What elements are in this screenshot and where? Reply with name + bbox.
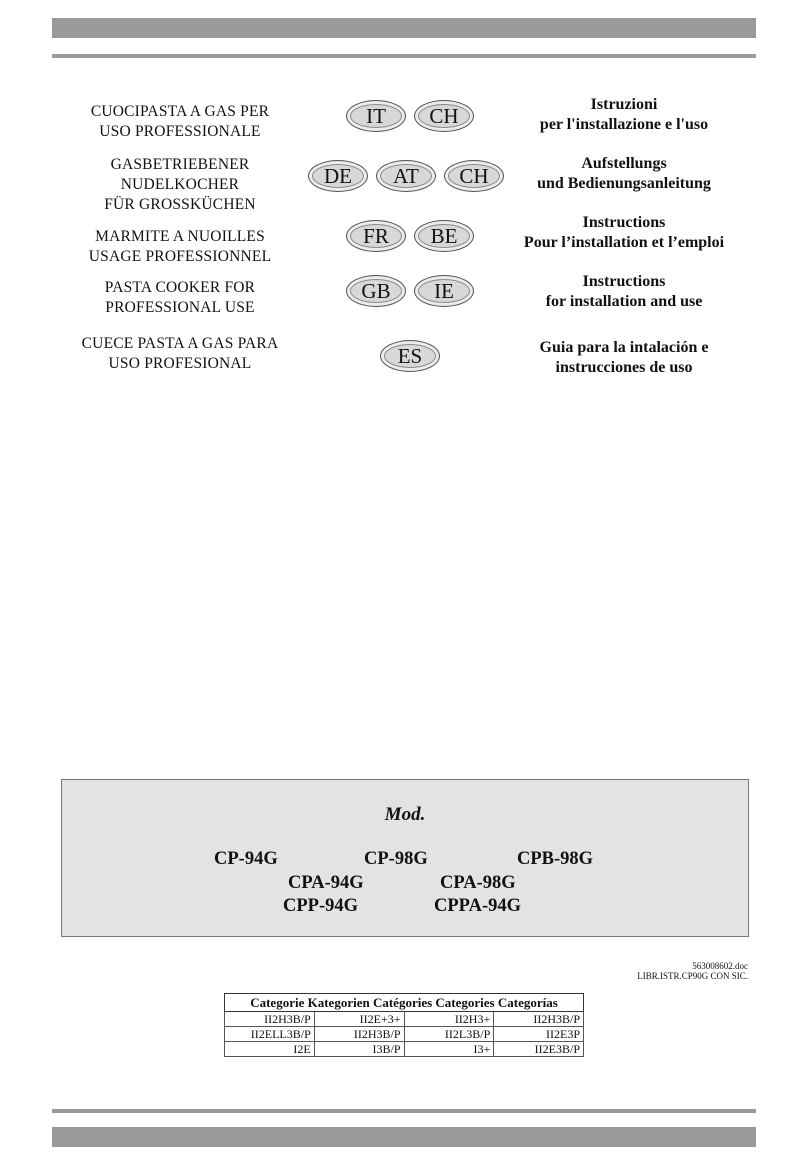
table-cell: II2H3B/P — [314, 1027, 404, 1042]
instructions-title-de: Aufstellungs und Bedienungsanleitung — [537, 155, 711, 192]
product-name-de: GASBETRIEBENER NUDELKOCHER FÜR GROSSKÜCHEN — [104, 156, 256, 213]
model-name: CP-98G — [364, 849, 428, 869]
product-name-fr: MARMITE A NUOILLES USAGE PROFESSIONNEL — [88, 228, 272, 265]
table-row — [225, 1042, 584, 1057]
country-badge-es: ES — [380, 340, 440, 372]
table-cell: I3+ — [404, 1042, 494, 1057]
country-codes-de — [308, 160, 504, 192]
product-name-es: CUECE PASTA A GAS PARA USO PROFESIONAL — [81, 335, 279, 372]
instructions-title-gb: Instructions for installation and use — [545, 273, 703, 310]
model-name: CPPA-94G — [434, 896, 521, 916]
doc-filename: 563008602.doc — [692, 961, 748, 971]
table-cell: I3B/P — [314, 1042, 404, 1057]
country-badge-fr: FR — [346, 220, 406, 252]
bottom-thin-rule — [52, 1109, 756, 1113]
instructions-title-es: Guia para la intalación e instrucciones de uso — [539, 339, 709, 376]
product-name-it: CUOCIPASTA A GAS PER USO PROFESSIONALE — [90, 103, 270, 140]
model-name: CPB-98G — [517, 849, 594, 869]
table-cell: I2E — [225, 1042, 315, 1057]
categories-header: Categorie Kategorien Catégories Categories Categorías — [225, 994, 584, 1012]
instructions-title-it: Istruzioni per l'installazione e l'uso — [539, 96, 709, 133]
models-title: Mod. — [384, 804, 426, 825]
country-badge-gb: GB — [346, 275, 406, 307]
country-badge-it: IT — [346, 100, 406, 132]
country-badge-de: DE — [308, 160, 368, 192]
table-cell: II2H3+ — [404, 1012, 494, 1027]
model-name: CPP-94G — [283, 896, 359, 916]
product-name-gb: PASTA COOKER FOR PROFESSIONAL USE — [104, 279, 256, 316]
table-cell: II2L3B/P — [404, 1027, 494, 1042]
table-cell: II2E3P — [494, 1027, 584, 1042]
document-reference — [560, 961, 748, 981]
country-badge-ch: CH — [414, 100, 474, 132]
country-badge-at: AT — [376, 160, 436, 192]
instructions-title-fr: Instructions Pour l’installation et l’emploi — [523, 214, 725, 251]
doc-code: LIBR.ISTR.CP90G CON SIC. — [637, 971, 748, 981]
gas-categories-table — [224, 993, 584, 1057]
country-codes-fr — [346, 220, 474, 252]
model-name: CP-94G — [214, 849, 278, 869]
table-cell: II2E3B/P — [494, 1042, 584, 1057]
model-name: CPA-98G — [440, 873, 516, 893]
top-thin-rule — [52, 54, 756, 58]
country-codes-gb — [346, 275, 474, 307]
table-cell: II2H3B/P — [494, 1012, 584, 1027]
bottom-thick-bar — [52, 1127, 756, 1147]
country-badge-be: BE — [414, 220, 474, 252]
table-cell: II2H3B/P — [225, 1012, 315, 1027]
country-badge-ch: CH — [444, 160, 504, 192]
model-name: CPA-94G — [288, 873, 364, 893]
country-codes-es — [380, 340, 440, 372]
country-badge-ie: IE — [414, 275, 474, 307]
table-cell: II2E+3+ — [314, 1012, 404, 1027]
top-thick-bar — [52, 18, 756, 38]
table-row — [225, 1012, 584, 1027]
models-box — [61, 779, 749, 937]
country-codes-it — [346, 100, 474, 132]
table-row — [225, 1027, 584, 1042]
table-cell: II2ELL3B/P — [225, 1027, 315, 1042]
